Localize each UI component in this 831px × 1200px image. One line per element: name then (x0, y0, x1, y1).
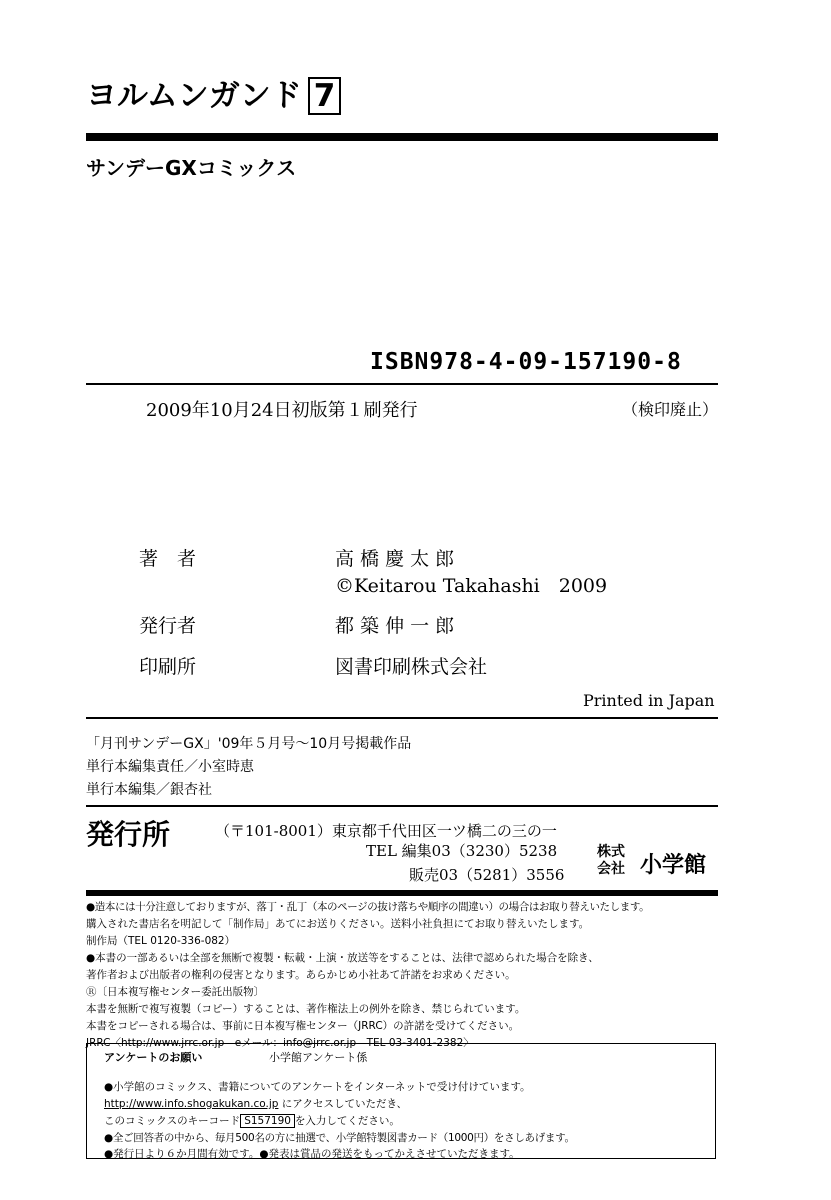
survey-dept: 小学館アンケート係 (269, 1051, 368, 1064)
survey-line-1: ●小学館のコミックス、書籍についてのアンケートをインターネットで受け付けています。 (104, 1081, 531, 1093)
survey-key-code: S157190 (240, 1114, 295, 1128)
publication-date: 2009年10月24日初版第１刷発行 (146, 400, 418, 421)
publisher-address: （〒101-8001）東京都千代田区一ツ橋二の三の一 (215, 822, 557, 840)
seal-abolished-note: （検印廃止） (622, 400, 719, 419)
volume-number: 7 (308, 77, 342, 115)
kabushiki-label-1: 株式 (597, 844, 625, 860)
editorial-responsible: 単行本編集責任／小室時恵 (86, 759, 254, 775)
notice-line: Ⓡ〔日本複写権センター委託出版物〕 (86, 986, 265, 998)
isbn: ISBN978-4-09-157190-8 (370, 349, 682, 375)
notice-line: 本書をコピーされる場合は、事前に日本複写権センター（JRRC）の許諾を受けてください。 (86, 1020, 520, 1032)
book-title (86, 76, 341, 116)
kabushiki-label-2: 会社 (597, 861, 625, 877)
survey-key-code-prefix: このコミックスのキーコード (104, 1115, 241, 1127)
survey-heading: アンケートのお願い (104, 1051, 203, 1064)
publisher-name: 小学館 (640, 853, 707, 878)
survey-box (86, 1043, 716, 1159)
title-text: ヨルムンガンド (86, 78, 302, 114)
isbn-rule (86, 383, 718, 385)
notice-line: ●造本には十分注意しておりますが、落丁・乱丁（本のページの抜け落ちや順序の間違い）の場合はお取り替えいたします。 (86, 901, 650, 913)
publisher-tel-sales: 販売03（5281）3556 (409, 866, 565, 884)
survey-line-2 (104, 1096, 407, 1113)
editorial-editor: 単行本編集／銀杏社 (86, 782, 212, 798)
survey-line-5: ●発行日より６か月間有効です。●発表は賞品の発送をもってかえさせていただきます。 (104, 1148, 520, 1160)
editorial-serialization: 「月刊サンデーGX」'09年５月号〜10月号掲載作品 (86, 736, 412, 752)
notice-line: 制作局（TEL 0120-336-082） (86, 935, 236, 947)
publisher-heading: 発行所 (86, 818, 171, 851)
editorial-rule (86, 805, 718, 807)
printed-rule (86, 717, 718, 719)
credit-label-printer: 印刷所 (139, 656, 197, 678)
notice-line: JRRC〈http://www.jrrc.or.jp eメール：info@jrrc.or.jp TEL 03-3401-2382〉 (86, 1037, 474, 1049)
publisher-rule (86, 890, 718, 896)
credit-value-publisher: 都 築 伸 一 郎 (335, 615, 455, 637)
publisher-tel-editorial: TEL 編集03（3230）5238 (366, 842, 558, 860)
credit-value-printer: 図書印刷株式会社 (335, 656, 488, 678)
survey-url-suffix: にアクセスしていただき、 (278, 1098, 408, 1110)
survey-url[interactable]: http://www.info.shogakukan.co.jp (104, 1098, 279, 1110)
credit-label-author: 著 者 (139, 548, 197, 570)
notice-line: 購入された書店名を明記して「制作局」あてにお送りください。送料小社負担にてお取り替えいたします。 (86, 918, 590, 930)
notices (86, 899, 726, 1052)
title-rule (86, 133, 718, 141)
notice-line: 本書を無断で複写複製（コピー）することは、著作権法上の例外を除き、禁じられています。 (86, 1003, 526, 1015)
printed-in-japan: Printed in Japan (583, 691, 715, 710)
credit-value-author: 高 橋 慶 太 郎 (335, 548, 455, 570)
notice-line: 著作者および出版者の権利の侵害となります。あらかじめ小社あて許諾をお求めください。 (86, 969, 516, 981)
survey-key-code-suffix: を入力してください。 (294, 1115, 400, 1127)
credit-value-copyright: ©Keitarou Takahashi 2009 (335, 575, 608, 597)
series-name: サンデーGXコミックス (86, 156, 297, 180)
survey-line-3 (104, 1113, 400, 1130)
credit-label-publisher: 発行者 (139, 615, 197, 637)
notice-line: ●本書の一部あるいは全部を無断で複製・転載・上演・放送等をすることは、法律で認められた場合を除き、 (86, 952, 599, 964)
survey-line-4: ●全ご回答者の中から、毎月500名の方に抽選で、小学館特製図書カード（1000円）をさしあげます。 (104, 1132, 575, 1144)
